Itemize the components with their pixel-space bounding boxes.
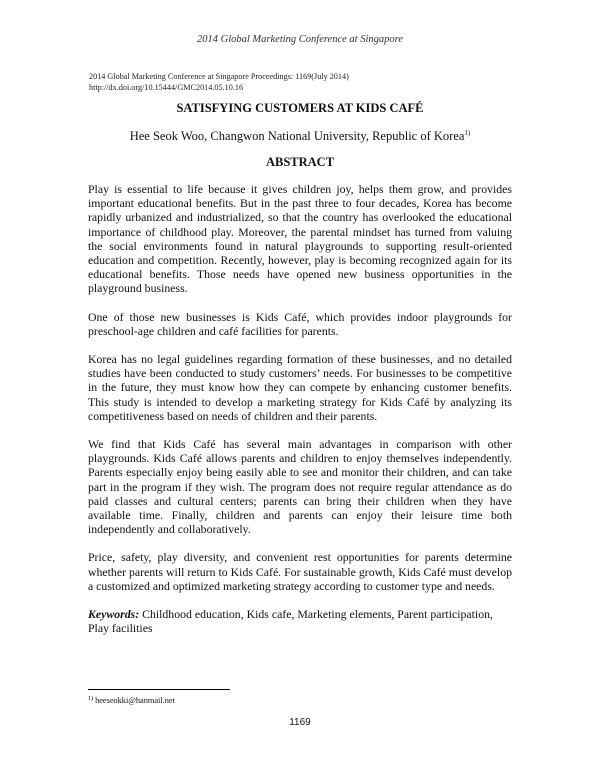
running-header: 2014 Global Marketing Conference at Singapore [197, 34, 403, 45]
abstract-paragraph: We find that Kids Café has several main advantages in comparison with other playgrounds. Kids Café allows parents and children to enjoy themselves independently. Parents especially enjoy being easily able to see and monitor their children, and can take part in the program if they wish. The program does not require regular attendance as do paid classes and cultural centers; parents can bring their children when they have available time. Finally, children and parents can enjoy their leisure time both independently and collaboratively. [88, 437, 512, 537]
abstract-paragraph: Korea has no legal guidelines regarding formation of these businesses, and no detailed studies have been conducted to study customers’ needs. For businesses to be competitive in the future, they must know how they can compete by enhancing customer benefits. This study is intended to develop a marketing strategy for Kids Café by analyzing its competitiveness based on needs of children and their parents. [88, 352, 512, 423]
keywords-label: Keywords: [88, 607, 140, 622]
doi-line: http://dx.doi.org/10.15444/GMC2014.05.10.16 [89, 83, 244, 92]
keywords-text: Childhood education, Kids cafe, Marketing elements, Parent participation, Play facilities [88, 607, 493, 636]
footnote-email: heeseokki@hanmail.net [93, 696, 175, 705]
paper-title: SATISFYING CUSTOMERS AT KIDS CAFÉ [176, 101, 424, 115]
footnote-divider [88, 689, 230, 690]
abstract-heading: ABSTRACT [265, 155, 335, 169]
proceedings-line: 2014 Global Marketing Conference at Singapore Proceedings: 1169(July 2014) [89, 72, 349, 81]
abstract-paragraph: Play is essential to life because it gives children joy, helps them grow, and provides important educational benefits. But in the past three to four decades, Korea has become rapidly urbanized and industrialized, so that the country has overlooked the educational importance of childhood play. Moreover, the parental mindset has turned from valuing the social environments found in natural playgrounds to supporting result-oriented education and competition. Recently, however, play is becoming recognized again for its educational benefits. Those needs have opened new business opportunities in the playground business. [88, 182, 512, 296]
author-line [0, 129, 600, 144]
abstract-paragraph: Price, safety, play diversity, and convenient rest opportunities for parents determine whether parents will return to Kids Café. For sustainable growth, Kids Café must develop a customized and optimized marketing strategy according to customer type and needs. [88, 550, 512, 593]
abstract-body [88, 182, 512, 649]
keywords [88, 607, 512, 635]
proceedings-info [89, 71, 519, 93]
author-names: Hee Seok Woo, Changwon National University, Republic of Korea [129, 129, 465, 143]
page-number: 1169 [289, 717, 311, 728]
author-footnote-mark: 1) [464, 129, 471, 137]
abstract-paragraph: One of those new businesses is Kids Café, which provides indoor playgrounds for preschool-age children and café facilities for parents. [88, 309, 512, 338]
footnote [88, 696, 175, 705]
footnote-mark: 1) [88, 696, 93, 702]
